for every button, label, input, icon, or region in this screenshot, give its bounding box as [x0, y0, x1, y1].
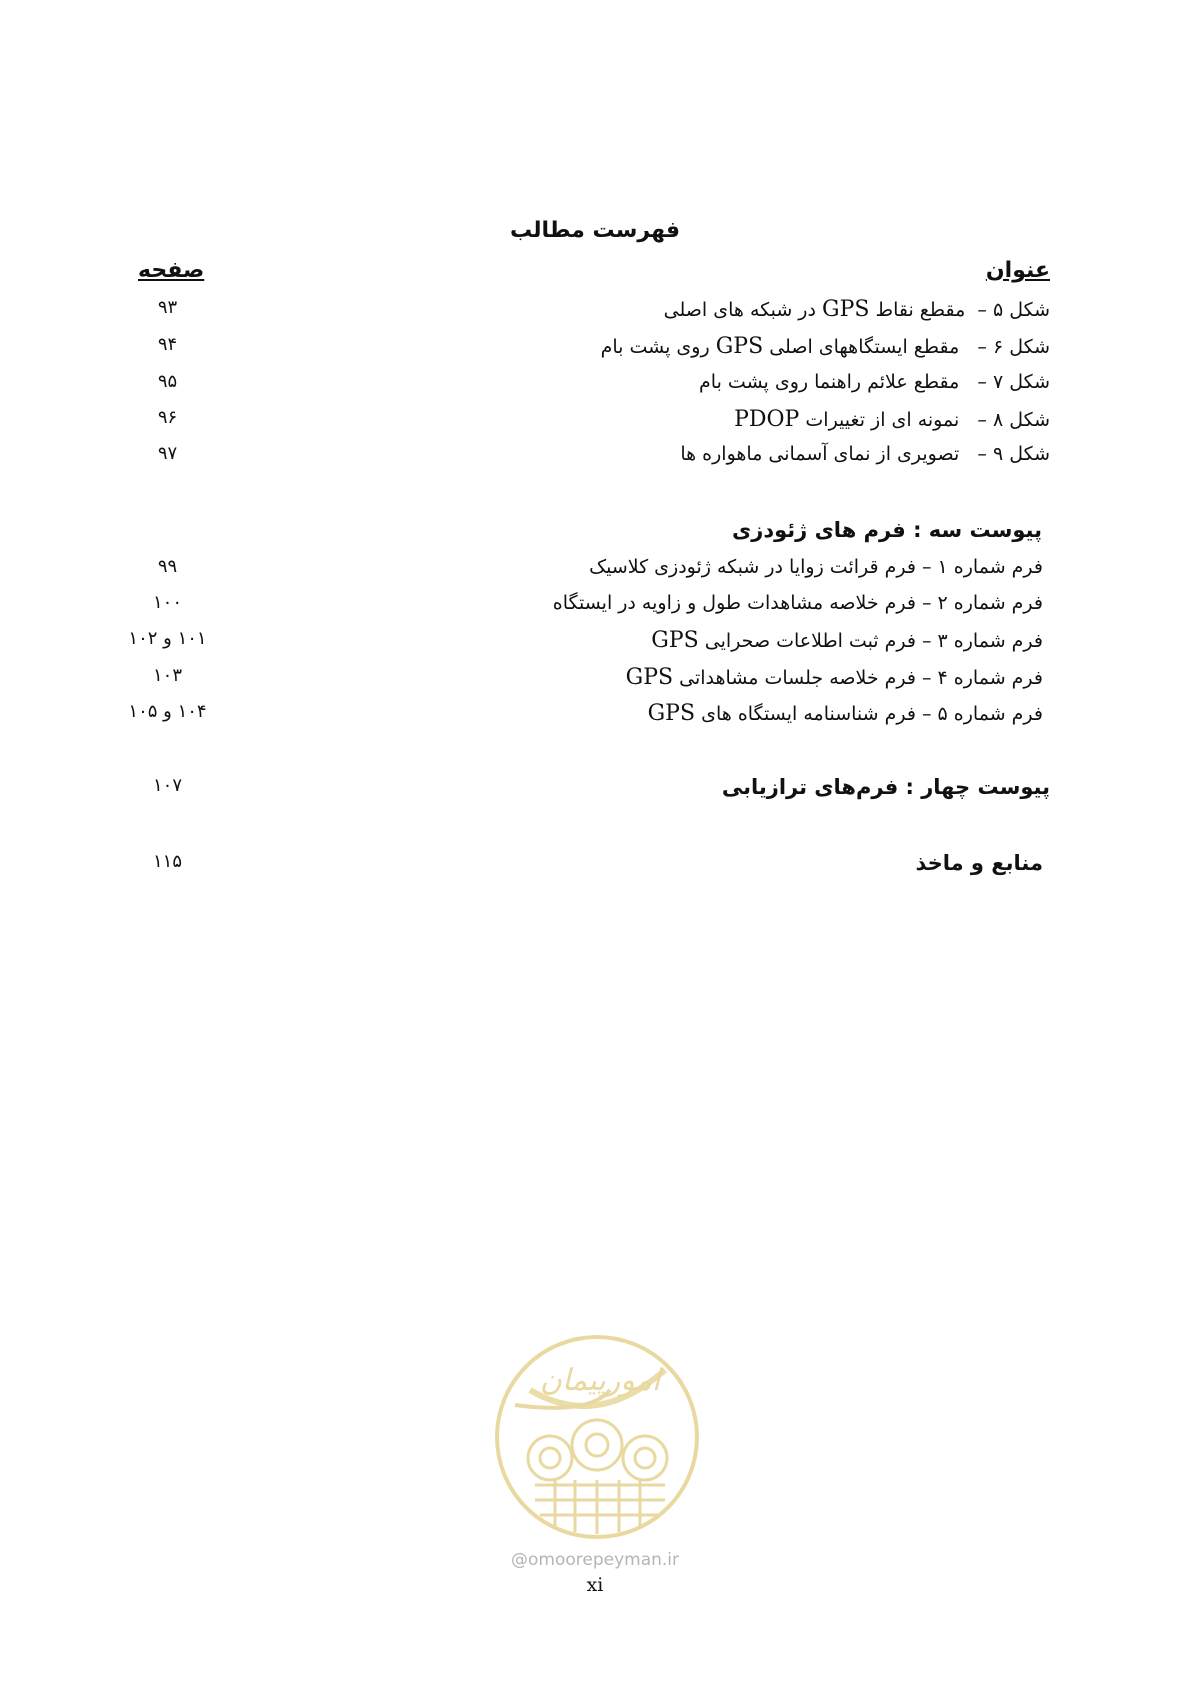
toc-row[interactable]: [0, 701, 1190, 735]
toc-row[interactable]: [0, 443, 1190, 477]
toc-row[interactable]: [0, 628, 1190, 662]
toc-row[interactable]: [0, 775, 1190, 809]
toc-page-number: ۹۹: [157, 556, 178, 577]
toc-entry-text: شکل ۵ – مقطع نقاط GPS در شبکه های اصلی: [663, 297, 1050, 322]
page-title: فهرست مطالب: [509, 218, 681, 243]
toc-page-number: ۹۳: [157, 297, 178, 318]
toc-row[interactable]: [0, 297, 1190, 331]
toc-page-number: ۹۷: [157, 443, 178, 464]
section-heading-appendix-four: پیوست چهار : فرم‌های ترازیابی: [721, 775, 1050, 799]
toc-entry-text: شکل ۹ – تصویری از نمای آسمانی ماهواره ها: [680, 443, 1050, 465]
toc-row[interactable]: [0, 371, 1190, 405]
toc-page-number: ۱۰۳: [152, 665, 182, 686]
toc-page-number: ۱۰۰: [152, 592, 182, 613]
toc-page-number: ۹۵: [157, 371, 178, 392]
toc-row[interactable]: [0, 556, 1190, 590]
logo-wordmark: امورپیمان: [539, 1363, 661, 1398]
toc-page-number: ۱۰۱ و ۱۰۲: [128, 628, 207, 649]
toc-entry-text: فرم شماره ۵ – فرم شناسنامه ایستگاه های GPS: [647, 701, 1043, 726]
watermark-logo: [490, 1330, 705, 1545]
toc-row[interactable]: [0, 851, 1190, 885]
toc-row[interactable]: [0, 592, 1190, 626]
section-heading-appendix-three[interactable]: پیوست سه : فرم های ژئودزی: [732, 518, 1042, 542]
section-heading-references: منابع و ماخذ: [915, 851, 1043, 875]
toc-row[interactable]: [0, 334, 1190, 368]
toc-entry-text: شکل ۶ – مقطع ایستگاههای اصلی GPS روی پشت بام: [600, 334, 1050, 359]
toc-entry-text: شکل ۷ – مقطع علائم راهنما روی پشت بام: [699, 371, 1050, 393]
page-number: xi: [586, 1574, 604, 1596]
toc-entry-text: فرم شماره ۳ – فرم ثبت اطلاعات صحرایی GPS: [651, 628, 1043, 653]
toc-entry-text: فرم شماره ۴ – فرم خلاصه جلسات مشاهداتی GPS: [625, 665, 1043, 690]
toc-page-number: ۹۴: [157, 334, 178, 355]
page-column-header: صفحه: [138, 258, 205, 283]
topic-column-header: عنوان: [985, 258, 1050, 283]
toc-page-number: ۹۶: [157, 407, 178, 428]
toc-row[interactable]: [0, 407, 1190, 441]
watermark-site: @omoorepeyman.ir: [510, 1550, 680, 1570]
toc-page-number: ۱۰۴ و ۱۰۵: [128, 701, 207, 722]
toc-page-number: ۱۰۷: [152, 775, 182, 796]
toc-page-number: ۱۱۵: [152, 851, 182, 872]
toc-entry-text: فرم شماره ۱ – فرم قرائت زوایا در شبکه ژئودزی کلاسیک: [589, 556, 1043, 578]
toc-entry-text: فرم شماره ۲ – فرم خلاصه مشاهدات طول و زاویه در ایستگاه: [552, 592, 1043, 614]
toc-row[interactable]: [0, 665, 1190, 699]
toc-entry-text: شکل ۸ – نمونه ای از تغییرات PDOP: [734, 407, 1050, 432]
